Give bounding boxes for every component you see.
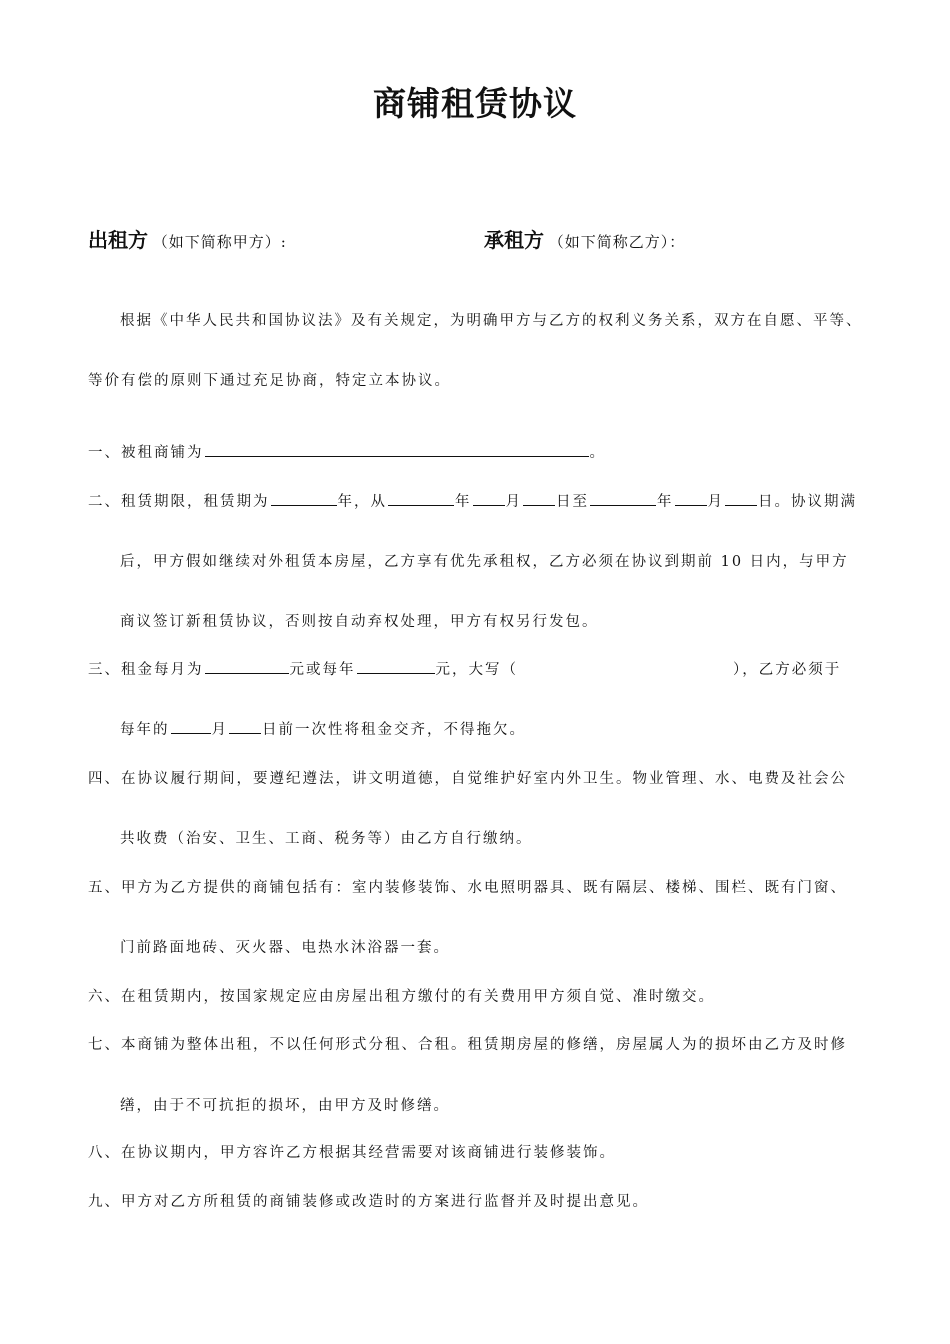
parties-row [88, 224, 888, 254]
clause-5-line-2: 门前路面地砖、灭火器、电热水沐浴器一套。 [120, 940, 450, 956]
clause-2-text-a: 二、租赁期限，租赁期为 [88, 494, 270, 510]
clause-2-text-h: 日。协议期满 [758, 494, 857, 510]
clause-2-line-3: 商议签订新租赁协议，否则按自动弃权处理，甲方有权另行发包。 [120, 614, 599, 630]
clause-3-text-a: 三、租金每月为 [88, 662, 204, 678]
end-day-blank [725, 491, 757, 506]
shop-address-blank [205, 442, 589, 457]
clause-2-text-b: 年，从 [337, 494, 387, 510]
clause-9-line-1: 九、甲方对乙方所租赁的商铺装修或改造时的方案进行监督并及时提出意见。 [88, 1194, 649, 1210]
clause-1-text: 一、被租商铺为 [88, 445, 204, 461]
lessor-label: 出租方 [88, 228, 148, 252]
preamble-line-1: 根据《中华人民共和国协议法》及有关规定，为明确甲方与乙方的权利义务关系，双方在自愿、平等、 [120, 313, 863, 329]
yearly-rent-blank [357, 659, 435, 674]
clause-3-line-1 [88, 658, 841, 679]
clause-6-line-1: 六、在租赁期内，按国家规定应由房屋出租方缴付的有关费用甲方须自觉、准时缴交。 [88, 989, 715, 1005]
clause-3-text-e: 每年的 [120, 722, 170, 738]
pay-month-blank [171, 719, 211, 734]
pay-day-blank [229, 719, 261, 734]
end-month-blank [675, 491, 707, 506]
clause-7-line-2: 缮，由于不可抗拒的损坏，由甲方及时修缮。 [120, 1098, 450, 1114]
lessee-label: 承租方 [484, 228, 544, 252]
document-title: 商铺租赁协议 [373, 84, 577, 123]
clause-2-text-d: 月 [505, 494, 522, 510]
clause-2-text-f: 年 [657, 494, 674, 510]
clause-1-end: 。 [589, 445, 606, 461]
clause-3-text-f: 月 [211, 722, 228, 738]
clause-3-line-2 [120, 718, 526, 739]
term-years-blank [271, 491, 337, 506]
preamble-line-2: 等价有偿的原则下通过充足协商，特定立本协议。 [88, 373, 451, 389]
clause-5-line-1: 五、甲方为乙方提供的商铺包括有：室内装修装饰、水电照明器具、既有隔层、楼梯、围栏、既有门窗、 [88, 880, 847, 896]
clause-2-text-e: 日至 [556, 494, 589, 510]
clause-4-line-2: 共收费（治安、卫生、工商、税务等）由乙方自行缴纳。 [120, 831, 533, 847]
clause-8-line-1: 八、在协议期内，甲方容许乙方根据其经营需要对该商铺进行装修装饰。 [88, 1145, 616, 1161]
monthly-rent-blank [205, 659, 289, 674]
clause-2-line-1 [88, 490, 857, 511]
clause-2-text-c: 年 [455, 494, 472, 510]
start-year-blank [388, 491, 454, 506]
clause-3-text-b: 元或每年 [289, 662, 356, 678]
lessee-field [484, 224, 685, 253]
lessee-note: （如下简称乙方）： [548, 233, 686, 251]
clause-3-text-c: 元，大写（ [435, 662, 518, 678]
lessor-field [88, 224, 287, 253]
end-year-blank [590, 491, 656, 506]
start-month-blank [473, 491, 505, 506]
clause-7-line-1: 七、本商铺为整体出租，不以任何形式分租、合租。租赁期房屋的修缮，房屋属人为的损坏由乙方及时修 [88, 1037, 847, 1053]
clause-3-text-d: ），乙方必须于 [733, 662, 842, 678]
lessor-note: （如下简称甲方）: [152, 233, 287, 251]
clause-2-line-2: 后，甲方假如继续对外租赁本房屋，乙方享有优先承租权，乙方必须在协议到期前 10 日内，与甲方 [120, 554, 849, 570]
clause-1 [88, 441, 606, 462]
clause-4-line-1: 四、在协议履行期间，要遵纪遵法，讲文明道德，自觉维护好室内外卫生。物业管理、水、电费及社会公 [88, 771, 847, 787]
start-day-blank [523, 491, 555, 506]
clause-3-text-g: 日前一次性将租金交齐，不得拖欠。 [262, 722, 526, 738]
clause-2-text-g: 月 [707, 494, 724, 510]
